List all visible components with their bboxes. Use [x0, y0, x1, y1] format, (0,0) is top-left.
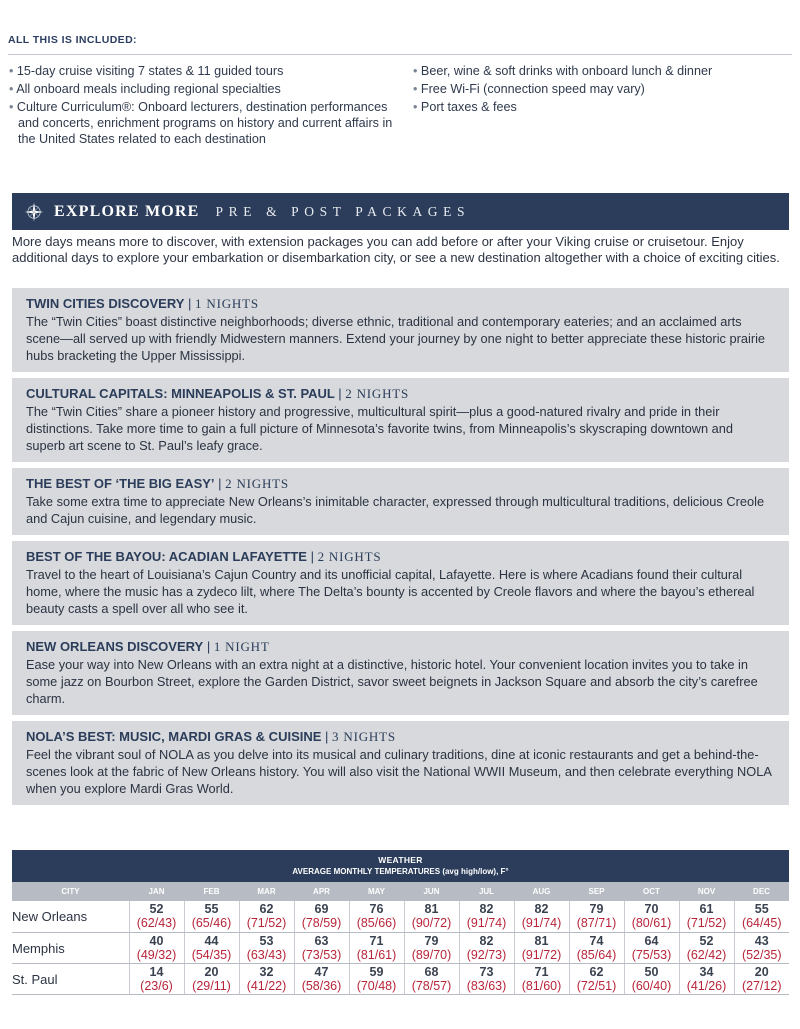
weather-avg: 82 [479, 902, 494, 916]
weather-high-low: (41/22) [246, 978, 287, 993]
weather-cell [239, 901, 294, 932]
weather-avg: 32 [259, 964, 274, 979]
weather-avg: 79 [424, 933, 439, 948]
weather-cell [349, 932, 404, 963]
weather-cell [184, 901, 239, 932]
weather-avg: 81 [424, 902, 439, 916]
packages-list [12, 288, 789, 811]
weather-high-low: (49/32) [136, 947, 177, 962]
package-nights: 3 NIGHTS [332, 729, 396, 744]
included-item [412, 99, 792, 115]
weather-cell [129, 901, 184, 932]
package-description: The “Twin Cities” boast distinctive neighborhoods; diverse ethnic, traditional and contemporary eateries; and an acclaimed arts scene—all served up with friendly Midwestern manners. Extend your journey by one night to better appreciate these historic prairie hubs bracketing the Upper Mississippi. [26, 314, 766, 363]
weather-avg: 14 [149, 964, 164, 979]
month-header: AUG [514, 882, 569, 901]
weather-cell [624, 932, 679, 963]
weather-high-low: (85/64) [576, 947, 617, 962]
package-heading [26, 295, 775, 313]
weather-avg: 52 [699, 933, 714, 948]
weather-high-low: (41/26) [686, 978, 727, 993]
weather-avg: 40 [149, 933, 164, 948]
weather-avg: 69 [314, 902, 329, 916]
weather-cell [734, 932, 789, 963]
weather-avg: 71 [534, 964, 549, 979]
weather-high-low: (23/6) [140, 978, 173, 993]
weather-cell [459, 901, 514, 932]
included-item [412, 81, 792, 97]
weather-city-header: CITY [12, 882, 129, 901]
weather-avg: 63 [314, 933, 329, 948]
package-name: TWIN CITIES DISCOVERY [26, 296, 185, 311]
weather-high-low: (83/63) [466, 978, 507, 993]
weather-cell [679, 932, 734, 963]
weather-avg: 81 [534, 933, 549, 948]
weather-high-low: (81/60) [521, 978, 562, 993]
package-description: Feel the vibrant soul of NOLA as you delve into its musical and culinary traditions, dine at iconic restaurants and get a behind-the-scenes look at the fabric of New Orleans history. You will also visit the National WWII Museum, and then celebrate everything NOLA when you explore Mardi Gras World. [26, 747, 772, 796]
bullet-icon: • [413, 64, 421, 78]
weather-cell [294, 963, 349, 994]
weather-avg: 73 [479, 964, 494, 979]
weather-avg: 74 [589, 933, 604, 948]
weather-avg: 20 [204, 964, 219, 979]
weather-row [12, 963, 789, 994]
month-header: JUL [459, 882, 514, 901]
weather-high-low: (73/53) [301, 947, 342, 962]
package-card [12, 468, 789, 535]
included-title: ALL THIS IS INCLUDED: [8, 34, 137, 46]
package-nights: 1 NIGHT [213, 639, 270, 654]
package-card [12, 541, 789, 625]
bullet-icon: • [413, 100, 421, 114]
package-heading [26, 475, 775, 493]
weather-high-low: (78/57) [411, 978, 452, 993]
package-nights: 2 NIGHTS [225, 476, 289, 491]
weather-high-low: (91/74) [466, 916, 507, 930]
weather-cell [514, 963, 569, 994]
weather-high-low: (71/52) [686, 916, 727, 930]
month-header: DEC [734, 882, 789, 901]
included-item-text: Port taxes & fees [420, 100, 517, 114]
weather-cell [239, 932, 294, 963]
weather-avg: 62 [589, 964, 604, 979]
weather-cell [514, 901, 569, 932]
weather-title: WEATHER [378, 855, 423, 865]
package-heading [26, 728, 775, 746]
weather-high-low: (65/46) [191, 916, 232, 930]
package-description: Ease your way into New Orleans with an extra night at a distinctive, historic hotel. Your convenient location invites you to take in some jazz on Bourbon Street, explore the Garden District, savor sweet beignets in Jackson Square and absorb the city’s carefree charm. [26, 657, 758, 706]
package-description: Take some extra time to appreciate New Orleans’s inimitable character, expressed through multicultural traditions, delicious Creole and Cajun cuisine, and legendary music. [26, 494, 765, 526]
package-card [12, 721, 789, 805]
weather-cell [129, 932, 184, 963]
weather-cell [679, 963, 734, 994]
weather-high-low: (91/74) [521, 916, 562, 930]
package-description: The “Twin Cities” share a pioneer history and progressive, multicultural spirit—plus a good-natured rivalry and pride in their distinctions. Take more time to gain a full picture of Minnesota’s favorite twins, from Minneapolis’s skyscraping downtown and superb art scene to St. Paul’s leafy grace. [26, 404, 734, 453]
weather-avg: 55 [204, 902, 219, 916]
weather-high-low: (85/66) [356, 916, 397, 930]
compass-rose-icon [24, 202, 44, 222]
weather-avg: 70 [644, 902, 659, 916]
included-item [8, 99, 408, 147]
explore-more-banner [12, 193, 789, 230]
weather-cell [349, 901, 404, 932]
weather-avg: 61 [699, 902, 714, 916]
weather-avg: 44 [204, 933, 219, 948]
package-card [12, 631, 789, 715]
weather-avg: 50 [644, 964, 659, 979]
month-header: NOV [679, 882, 734, 901]
included-item-text: Free Wi-Fi (connection speed may vary) [420, 82, 645, 96]
explore-intro: More days means more to discover, with extension packages you can add before or after your Viking cruise or cruisetour. Enjoy additional days to explore your embarkation or disembarkation city, or see a new destination altogether with a choice of exciting cities. [12, 234, 780, 265]
weather-cell [349, 963, 404, 994]
weather-cell [294, 901, 349, 932]
package-heading [26, 548, 775, 566]
weather-cell [294, 932, 349, 963]
bullet-icon: • [9, 82, 17, 96]
weather-high-low: (80/61) [631, 916, 672, 930]
package-name: NOLA’S BEST: MUSIC, MARDI GRAS & CUISINE [26, 729, 322, 744]
explore-subtitle: PRE & POST PACKAGES [215, 203, 471, 219]
weather-high-low: (54/35) [191, 947, 232, 962]
weather-high-low: (70/48) [356, 978, 397, 993]
weather-cell [239, 963, 294, 994]
package-description: Travel to the heart of Louisiana’s Cajun Country and its unofficial capital, Lafayette. Here is where Acadians found their cultural home, where the music has a zydeco lilt, where The Delta’s bounty is accented by Creole flavors and where the bayou’s ethereal beauty casts a spell over all who see it. [26, 567, 755, 616]
weather-section [12, 850, 789, 995]
explore-title: EXPLORE MORE [54, 202, 200, 220]
weather-avg: 59 [369, 964, 384, 979]
weather-cell [404, 932, 459, 963]
included-item [8, 81, 408, 97]
weather-body [12, 901, 789, 994]
package-separator: | [338, 386, 346, 401]
package-separator: | [306, 549, 318, 564]
month-header: APR [294, 882, 349, 901]
included-item-text: All onboard meals including regional specialties [16, 82, 281, 96]
included-item-text: Culture Curriculum®: Onboard lecturers, destination performances and concerts, enrichment programs on history and current affairs in the United States related to each destination [16, 100, 393, 146]
included-right-column [408, 63, 792, 149]
weather-avg: 76 [369, 902, 384, 916]
weather-high-low: (27/12) [741, 978, 782, 993]
included-columns [8, 63, 792, 149]
weather-avg: 79 [589, 902, 604, 916]
package-separator: | [203, 639, 214, 654]
bullet-icon: • [413, 82, 421, 96]
included-section [8, 34, 792, 149]
weather-avg: 68 [424, 964, 439, 979]
weather-subtitle: AVERAGE MONTHLY TEMPERATURES (avg high/low), F° [292, 867, 509, 876]
weather-avg: 82 [479, 933, 494, 948]
weather-city: New Orleans [12, 901, 129, 932]
weather-cell [569, 932, 624, 963]
package-name: NEW ORLEANS DISCOVERY [26, 639, 204, 654]
weather-avg: 20 [754, 964, 769, 979]
weather-cell [459, 932, 514, 963]
weather-row [12, 932, 789, 963]
weather-cell [734, 963, 789, 994]
weather-city: Memphis [12, 932, 129, 963]
weather-cell [404, 901, 459, 932]
month-header: MAR [239, 882, 294, 901]
package-nights: 2 NIGHTS [345, 386, 410, 401]
weather-avg: 55 [754, 902, 769, 916]
weather-cell [184, 932, 239, 963]
weather-row [12, 901, 789, 932]
month-header: MAY [349, 882, 404, 901]
weather-avg: 47 [314, 964, 329, 979]
month-header: SEP [569, 882, 624, 901]
month-header: OCT [624, 882, 679, 901]
package-card [12, 288, 789, 372]
package-heading [26, 638, 775, 656]
weather-avg: 53 [259, 933, 274, 948]
weather-avg: 71 [369, 933, 384, 948]
weather-cell [569, 963, 624, 994]
package-nights: 1 NIGHTS [195, 296, 259, 311]
weather-city: St. Paul [12, 963, 129, 994]
included-item [8, 63, 408, 79]
weather-cell [624, 901, 679, 932]
weather-avg: 82 [534, 902, 549, 916]
weather-header [12, 850, 789, 882]
package-separator: | [214, 476, 226, 491]
package-separator: | [321, 729, 333, 744]
package-nights: 2 NIGHTS [317, 549, 382, 564]
month-header: JUN [404, 882, 459, 901]
weather-high-low: (52/35) [741, 947, 782, 962]
weather-avg: 43 [754, 933, 769, 948]
month-header: FEB [184, 882, 239, 901]
weather-high-low: (90/72) [411, 916, 452, 930]
weather-cell [184, 963, 239, 994]
included-item [412, 63, 792, 79]
weather-high-low: (87/71) [576, 916, 617, 930]
weather-high-low: (64/45) [741, 916, 782, 930]
weather-high-low: (75/53) [631, 947, 672, 962]
bullet-icon: • [9, 64, 17, 78]
month-header: JAN [129, 882, 184, 901]
weather-table [12, 882, 789, 995]
weather-high-low: (89/70) [411, 947, 452, 962]
package-name: THE BEST OF ‘THE BIG EASY’ [26, 476, 215, 491]
weather-cell [624, 963, 679, 994]
weather-high-low: (62/43) [136, 916, 177, 930]
included-left-column [8, 63, 408, 149]
weather-avg: 34 [699, 964, 714, 979]
weather-cell [679, 901, 734, 932]
weather-high-low: (92/73) [466, 947, 507, 962]
included-divider [8, 54, 792, 55]
weather-cell [734, 901, 789, 932]
weather-cell [514, 932, 569, 963]
included-item-text: Beer, wine & soft drinks with onboard lunch & dinner [420, 64, 713, 78]
weather-high-low: (29/11) [192, 978, 231, 993]
package-name: CULTURAL CAPITALS: MINNEAPOLIS & ST. PAUL [26, 386, 339, 401]
weather-avg: 52 [149, 902, 164, 916]
package-card [12, 378, 789, 462]
package-heading [26, 385, 775, 403]
weather-cell [129, 963, 184, 994]
weather-high-low: (78/59) [301, 916, 342, 930]
weather-high-low: (58/36) [301, 978, 342, 993]
weather-high-low: (72/51) [576, 978, 617, 993]
weather-cell [459, 963, 514, 994]
weather-high-low: (60/40) [631, 978, 672, 993]
bullet-icon: • [9, 100, 17, 114]
package-name: BEST OF THE BAYOU: ACADIAN LAFAYETTE [26, 549, 307, 564]
weather-high-low: (71/52) [246, 916, 287, 930]
weather-cell [404, 963, 459, 994]
weather-high-low: (91/72) [521, 947, 562, 962]
weather-high-low: (81/61) [356, 947, 397, 962]
package-separator: | [184, 296, 196, 311]
weather-high-low: (62/42) [686, 947, 727, 962]
weather-cell [569, 901, 624, 932]
weather-high-low: (63/43) [246, 947, 287, 962]
weather-avg: 64 [644, 933, 659, 948]
weather-avg: 62 [259, 902, 274, 916]
included-item-text: 15-day cruise visiting 7 states & 11 guided tours [16, 64, 284, 78]
weather-month-row [12, 882, 789, 901]
